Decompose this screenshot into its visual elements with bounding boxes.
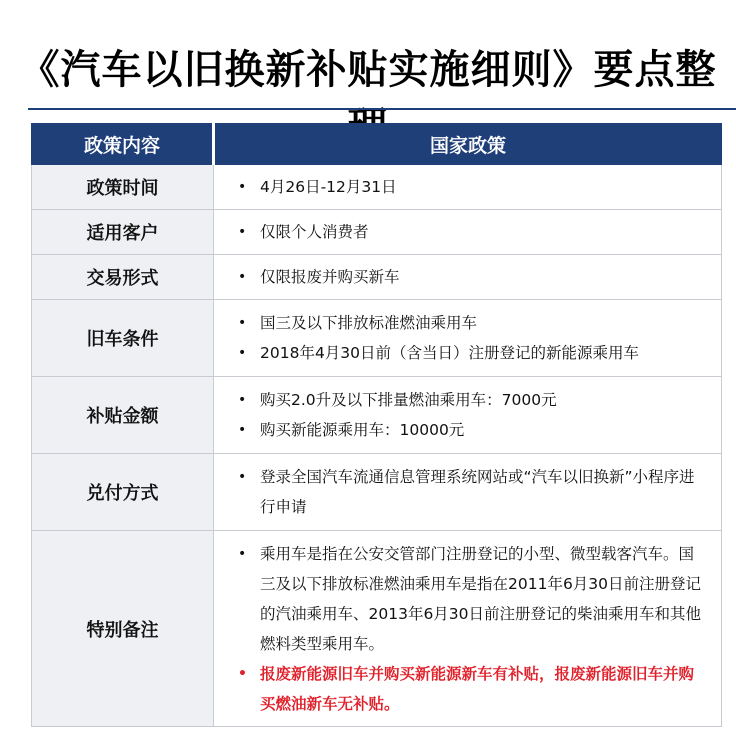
table-row	[32, 454, 722, 531]
bullet-item: • 仅限报废并购买新车	[234, 262, 707, 292]
row-content	[214, 255, 722, 300]
row-label: 特别备注	[32, 531, 214, 727]
page-title: 《汽车以旧换新补贴实施细则》要点整	[19, 47, 717, 93]
bullet-item: • 乘用车是指在公安交管部门注册登记的小型、微型载客汽车。国三及以下排放标准燃油乘用车是指在2011年6月30日前注册登记的汽油乘用车、2013年6月30日前注册登记的柴油乘用车和其他燃料类型乘用车。	[234, 539, 707, 659]
bullet-item: • 2018年4月30日前（含当日）注册登记的新能源乘用车	[234, 338, 707, 368]
row-label: 交易形式	[32, 255, 214, 300]
row-label: 适用客户	[32, 210, 214, 255]
row-content	[214, 210, 722, 255]
row-label: 政策时间	[32, 165, 214, 210]
table-row	[32, 377, 722, 454]
row-label: 补贴金额	[32, 377, 214, 454]
row-content	[214, 454, 722, 531]
table-row	[32, 165, 722, 210]
highlight-note: • 报废新能源旧车并购买新能源新车有补贴，报废新能源旧车并购买燃油新车无补贴。	[234, 659, 707, 719]
header-national-policy: 国家政策	[214, 124, 722, 165]
policy-table	[31, 123, 722, 727]
table-row	[32, 255, 722, 300]
row-content	[214, 377, 722, 454]
bullet-item: • 国三及以下排放标准燃油乘用车	[234, 308, 707, 338]
bullet-item: • 登录全国汽车流通信息管理系统网站或“汽车以旧换新”小程序进行申请	[234, 462, 707, 522]
table-header-row	[32, 124, 722, 165]
header-policy-content: 政策内容	[32, 124, 214, 165]
bullet-item: • 购买新能源乘用车：10000元	[234, 415, 707, 445]
bullet-item: • 仅限个人消费者	[234, 217, 707, 247]
row-content	[214, 165, 722, 210]
bullet-item: • 购买2.0升及以下排量燃油乘用车：7000元	[234, 385, 707, 415]
row-content	[214, 300, 722, 377]
table-row	[32, 531, 722, 727]
table-row	[32, 300, 722, 377]
row-label: 旧车条件	[32, 300, 214, 377]
bullet-item: • 4月26日-12月31日	[234, 172, 707, 202]
title-divider	[28, 108, 736, 110]
table-row	[32, 210, 722, 255]
row-label: 兑付方式	[32, 454, 214, 531]
row-content	[214, 531, 722, 727]
